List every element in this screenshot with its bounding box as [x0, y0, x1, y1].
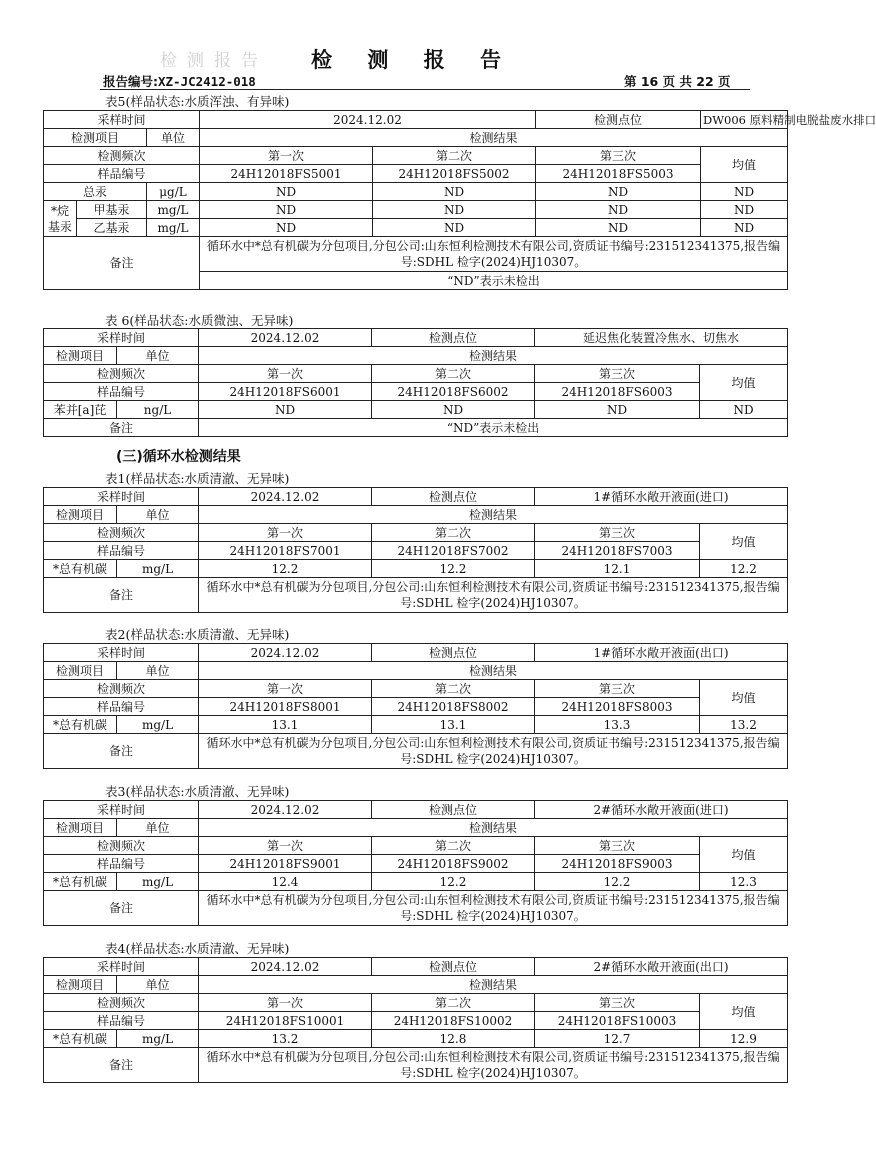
- sample-no-label: 样品编号: [44, 542, 199, 560]
- sampling-time-label: 采样时间: [44, 801, 199, 819]
- mean-value: 13.2: [700, 716, 788, 734]
- table-c4: [43, 957, 788, 1083]
- sample-no-label: 样品编号: [44, 1012, 199, 1030]
- result-value: ND: [373, 201, 536, 219]
- frequency-label: 检测频次: [44, 365, 199, 383]
- test-point: 延迟焦化装置冷焦水、切焦水: [535, 329, 788, 347]
- unit-label: 单位: [117, 819, 199, 837]
- test-item-label: 检测项目: [44, 976, 117, 994]
- remark-subcontract: 循环水中*总有机碳为分包项目,分包公司:山东恒利检测技术有限公司,资质证书编号:231512341375,报告编号:SDHL 检字(2024)HJ10307。: [199, 578, 788, 613]
- third-label: 第三次: [535, 837, 700, 855]
- item-unit: mg/L: [147, 201, 200, 219]
- result-label: 检测结果: [199, 976, 788, 994]
- remark-label: 备注: [44, 578, 199, 613]
- mean-label: 均值: [700, 680, 788, 716]
- mean-value: ND: [701, 219, 788, 237]
- sampling-date: 2024.12.02: [200, 111, 536, 129]
- result-value: 13.1: [372, 716, 535, 734]
- result-value: ND: [536, 201, 701, 219]
- unit-label: 单位: [147, 129, 200, 147]
- table-c1-caption: 表1(样品状态:水质清澈、无异味): [105, 471, 290, 486]
- table5: [43, 110, 876, 290]
- test-item-label: 检测项目: [44, 506, 117, 524]
- test-item-label: 检测项目: [44, 662, 117, 680]
- sample-no: 24H12018FS6001: [199, 383, 372, 401]
- item-name: 甲基汞: [77, 201, 147, 219]
- sample-no: 24H12018FS9002: [372, 855, 535, 873]
- table6: [43, 328, 788, 437]
- mean-label: 均值: [700, 365, 788, 401]
- result-value: ND: [373, 219, 536, 237]
- sampling-date: 2024.12.02: [199, 958, 372, 976]
- sampling-time-label: 采样时间: [44, 329, 199, 347]
- sample-no: 24H12018FS10001: [199, 1012, 372, 1030]
- item-name: 苯并[a]芘: [44, 401, 117, 419]
- item-unit: mg/L: [147, 219, 200, 237]
- test-point: 1#循环水敞开液面(进口): [535, 488, 788, 506]
- item-unit: mg/L: [117, 560, 199, 578]
- item-unit: ng/L: [117, 401, 199, 419]
- sample-no: 24H12018FS5001: [200, 165, 373, 183]
- result-value: ND: [200, 183, 373, 201]
- sample-no: 24H12018FS7003: [535, 542, 700, 560]
- item-name: *总有机碳: [44, 560, 117, 578]
- sampling-time-label: 采样时间: [44, 488, 199, 506]
- report-number-value: XZ-JC2412-018: [158, 74, 256, 89]
- sample-no: 24H12018FS10002: [372, 1012, 535, 1030]
- result-label: 检测结果: [199, 662, 788, 680]
- sample-no: 24H12018FS7001: [199, 542, 372, 560]
- test-point-label: 检测点位: [372, 488, 535, 506]
- third-label: 第三次: [536, 147, 701, 165]
- remark-subcontract: 循环水中*总有机碳为分包项目,分包公司:山东恒利检测技术有限公司,资质证书编号:231512341375,报告编号:SDHL 检字(2024)HJ10307。: [199, 1048, 788, 1083]
- result-label: 检测结果: [199, 506, 788, 524]
- result-value: ND: [373, 183, 536, 201]
- third-label: 第三次: [535, 680, 700, 698]
- second-label: 第二次: [372, 994, 535, 1012]
- unit-label: 单位: [117, 506, 199, 524]
- result-value: 12.8: [372, 1030, 535, 1048]
- remark-label: 备注: [44, 891, 199, 926]
- mean-value: 12.9: [700, 1030, 788, 1048]
- remark-nd: “ND”表示未检出: [200, 272, 788, 290]
- sampling-time-label: 采样时间: [44, 111, 200, 129]
- result-label: 检测结果: [200, 129, 788, 147]
- test-point-label: 检测点位: [372, 644, 535, 662]
- table5-caption: 表5(样品状态:水质浑浊、有异味): [105, 94, 290, 109]
- sample-no: 24H12018FS6003: [535, 383, 700, 401]
- remark-label: 备注: [44, 734, 199, 769]
- first-label: 第一次: [200, 147, 373, 165]
- result-label: 检测结果: [199, 347, 788, 365]
- sample-no: 24H12018FS10003: [535, 1012, 700, 1030]
- frequency-label: 检测频次: [44, 147, 200, 165]
- report-number-label: 报告编号:: [103, 74, 158, 89]
- item-name: *总有机碳: [44, 873, 117, 891]
- table-c2: [43, 643, 788, 769]
- sampling-time-label: 采样时间: [44, 644, 199, 662]
- frequency-label: 检测频次: [44, 837, 199, 855]
- result-value: 12.4: [199, 873, 372, 891]
- faded-header-text: 检测报告: [160, 51, 268, 71]
- result-value: ND: [536, 183, 701, 201]
- result-value: 12.1: [535, 560, 700, 578]
- remark-subcontract: 循环水中*总有机碳为分包项目,分包公司:山东恒利检测技术有限公司,资质证书编号:231512341375,报告编号:SDHL 检字(2024)HJ10307。: [199, 734, 788, 769]
- second-label: 第二次: [373, 147, 536, 165]
- remark-label: 备注: [44, 419, 199, 437]
- frequency-label: 检测频次: [44, 994, 199, 1012]
- result-value: ND: [535, 401, 700, 419]
- result-value: 13.3: [535, 716, 700, 734]
- table-c3-caption: 表3(样品状态:水质清澈、无异味): [105, 784, 290, 799]
- sampling-date: 2024.12.02: [199, 329, 372, 347]
- sampling-date: 2024.12.02: [199, 801, 372, 819]
- sample-no: 24H12018FS8002: [372, 698, 535, 716]
- test-point: 2#循环水敞开液面(出口): [535, 958, 788, 976]
- unit-label: 单位: [117, 976, 199, 994]
- remark-nd: “ND”表示未检出: [199, 419, 788, 437]
- third-label: 第三次: [535, 365, 700, 383]
- test-item-label: 检测项目: [44, 347, 117, 365]
- mean-label: 均值: [701, 147, 788, 183]
- remark-label: 备注: [44, 1048, 199, 1083]
- result-value: ND: [372, 401, 535, 419]
- item-name: *总有机碳: [44, 716, 117, 734]
- result-value: 12.2: [372, 873, 535, 891]
- test-point: 2#循环水敞开液面(进口): [535, 801, 788, 819]
- mean-value: ND: [701, 183, 788, 201]
- mean-value: 12.3: [700, 873, 788, 891]
- item-unit: mg/L: [117, 873, 199, 891]
- item-unit: mg/L: [117, 1030, 199, 1048]
- item-unit: mg/L: [117, 716, 199, 734]
- remark-subcontract: 循环水中*总有机碳为分包项目,分包公司:山东恒利检测技术有限公司,资质证书编号:231512341375,报告编号:SDHL 检字(2024)HJ10307。: [199, 891, 788, 926]
- test-point: DW006 原料精制电脱盐废水排口: [701, 111, 788, 129]
- table-c1: [43, 487, 788, 613]
- item-name: *总有机碳: [44, 1030, 117, 1048]
- test-point: 1#循环水敞开液面(出口): [535, 644, 788, 662]
- item-group: *烷基汞: [44, 201, 77, 237]
- mean-label: 均值: [700, 837, 788, 873]
- test-point-label: 检测点位: [372, 958, 535, 976]
- test-item-label: 检测项目: [44, 129, 147, 147]
- sampling-time-label: 采样时间: [44, 958, 199, 976]
- remark-subcontract: 循环水中*总有机碳为分包项目,分包公司:山东恒利检测技术有限公司,资质证书编号:231512341375,报告编号:SDHL 检字(2024)HJ10307。: [200, 237, 788, 272]
- result-value: 12.7: [535, 1030, 700, 1048]
- test-point-label: 检测点位: [536, 111, 701, 129]
- item-name: 总汞: [44, 183, 147, 201]
- item-name: 乙基汞: [77, 219, 147, 237]
- mean-value: ND: [700, 401, 788, 419]
- result-value: 12.2: [372, 560, 535, 578]
- test-point-label: 检测点位: [372, 329, 535, 347]
- report-title: 检 测 报 告: [311, 48, 515, 72]
- result-value: 12.2: [535, 873, 700, 891]
- page-info: 第 16 页 共 22 页: [624, 74, 731, 89]
- table-c2-caption: 表2(样品状态:水质清澈、无异味): [105, 627, 290, 642]
- frequency-label: 检测频次: [44, 524, 199, 542]
- remark-label: 备注: [44, 237, 200, 290]
- sample-no-label: 样品编号: [44, 383, 199, 401]
- sample-no-label: 样品编号: [44, 855, 199, 873]
- section3-title: (三)循环水检测结果: [116, 449, 241, 465]
- test-point-label: 检测点位: [372, 801, 535, 819]
- table-c4-caption: 表4(样品状态:水质清澈、无异味): [105, 941, 290, 956]
- first-label: 第一次: [199, 365, 372, 383]
- result-value: 13.2: [199, 1030, 372, 1048]
- mean-value: ND: [701, 201, 788, 219]
- sample-no-label: 样品编号: [44, 165, 200, 183]
- result-value: ND: [199, 401, 372, 419]
- unit-label: 单位: [117, 347, 199, 365]
- sample-no: 24H12018FS9003: [535, 855, 700, 873]
- mean-label: 均值: [700, 524, 788, 560]
- test-item-label: 检测项目: [44, 819, 117, 837]
- sample-no: 24H12018FS7002: [372, 542, 535, 560]
- result-value: ND: [536, 219, 701, 237]
- result-value: 12.2: [199, 560, 372, 578]
- mean-label: 均值: [700, 994, 788, 1030]
- third-label: 第三次: [535, 524, 700, 542]
- sample-no: 24H12018FS8003: [535, 698, 700, 716]
- item-unit: μg/L: [147, 183, 200, 201]
- second-label: 第二次: [372, 680, 535, 698]
- sampling-date: 2024.12.02: [199, 488, 372, 506]
- second-label: 第二次: [372, 365, 535, 383]
- first-label: 第一次: [199, 837, 372, 855]
- result-value: ND: [200, 201, 373, 219]
- result-value: ND: [200, 219, 373, 237]
- mean-value: 12.2: [700, 560, 788, 578]
- sample-no: 24H12018FS9001: [199, 855, 372, 873]
- unit-label: 单位: [117, 662, 199, 680]
- sample-no: 24H12018FS5003: [536, 165, 701, 183]
- sample-no-label: 样品编号: [44, 698, 199, 716]
- result-label: 检测结果: [199, 819, 788, 837]
- sample-no: 24H12018FS5002: [373, 165, 536, 183]
- first-label: 第一次: [199, 994, 372, 1012]
- table-c3: [43, 800, 788, 926]
- second-label: 第二次: [372, 837, 535, 855]
- result-value: 13.1: [199, 716, 372, 734]
- first-label: 第一次: [199, 680, 372, 698]
- header-rule: [100, 89, 750, 90]
- third-label: 第三次: [535, 994, 700, 1012]
- sample-no: 24H12018FS8001: [199, 698, 372, 716]
- report-number: [103, 72, 256, 90]
- first-label: 第一次: [199, 524, 372, 542]
- frequency-label: 检测频次: [44, 680, 199, 698]
- sample-no: 24H12018FS6002: [372, 383, 535, 401]
- table6-caption: 表 6(样品状态:水质微浊、无异味): [105, 313, 294, 328]
- second-label: 第二次: [372, 524, 535, 542]
- sampling-date: 2024.12.02: [199, 644, 372, 662]
